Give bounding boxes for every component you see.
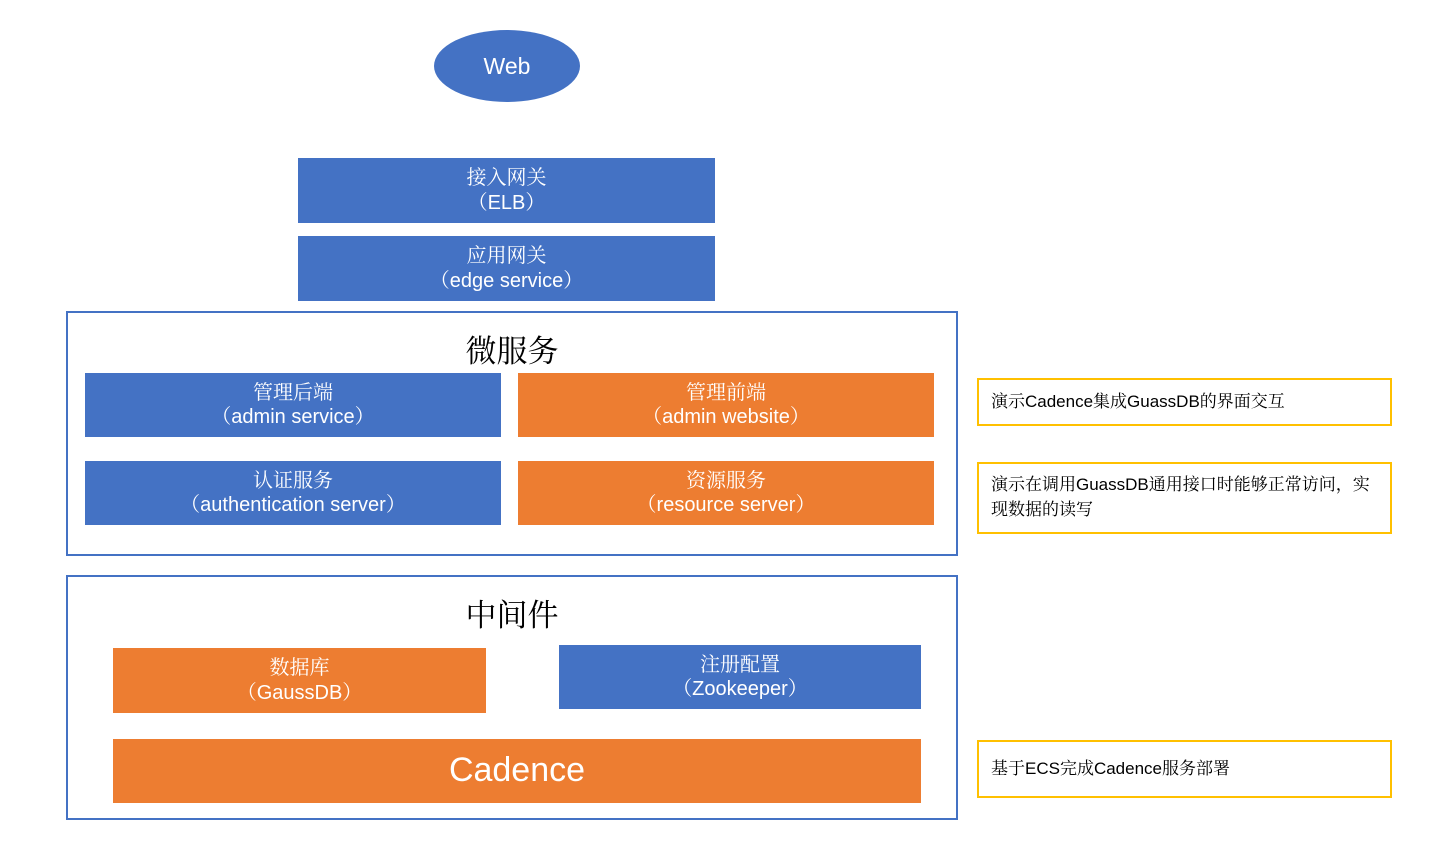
node-database-line2: （GaussDB）	[236, 681, 363, 704]
node-admin-website-line1: 管理前端	[686, 381, 766, 404]
node-web-label: Web	[483, 52, 531, 79]
note-gaussdb-interface-access	[977, 462, 1392, 534]
node-admin-service-line1: 管理后端	[253, 381, 333, 404]
note-text: 基于ECS完成Cadence服务部署	[991, 758, 1231, 778]
node-access-gateway-line1: 接入网关	[466, 167, 547, 190]
note-cadence-gaussdb-ui	[977, 378, 1392, 426]
node-resource-server	[518, 461, 934, 525]
node-resource-server-line2: （resource server）	[636, 494, 816, 516]
node-admin-service-line2: （admin service）	[211, 406, 375, 428]
node-registry-line2: （Zookeeper）	[672, 678, 808, 700]
node-database-line1: 数据库	[269, 657, 330, 680]
node-access-gateway-elb	[298, 158, 715, 223]
node-admin-service	[85, 373, 501, 437]
node-cadence	[113, 739, 921, 803]
node-app-gateway-edge-service	[298, 236, 715, 301]
node-authentication-server-line2: （authentication server）	[180, 494, 406, 516]
node-admin-website-line2: （admin website）	[642, 406, 810, 428]
node-app-gateway-line2: （edge service）	[429, 269, 584, 292]
node-admin-website	[518, 373, 934, 437]
group-microservice-title: 微服务	[465, 334, 559, 369]
node-access-gateway-line2: （ELB）	[467, 191, 546, 214]
note-text: 演示Cadence集成GuassDB的界面交互	[991, 391, 1285, 411]
note-text: 演示在调用GuassDB通用接口时能够正常访问，实现数据的读写	[991, 475, 1370, 519]
node-resource-server-line1: 资源服务	[686, 469, 766, 492]
node-authentication-server-line1: 认证服务	[253, 469, 333, 492]
group-middleware-title: 中间件	[465, 598, 559, 633]
node-authentication-server	[85, 461, 501, 525]
node-database-gaussdb	[113, 648, 486, 713]
node-registry-zookeeper	[559, 645, 921, 709]
node-cadence-label: Cadence	[448, 751, 586, 790]
node-registry-line1: 注册配置	[700, 653, 780, 676]
node-app-gateway-line1: 应用网关	[466, 245, 547, 268]
note-ecs-cadence-deploy	[977, 740, 1392, 798]
node-web	[434, 30, 580, 102]
